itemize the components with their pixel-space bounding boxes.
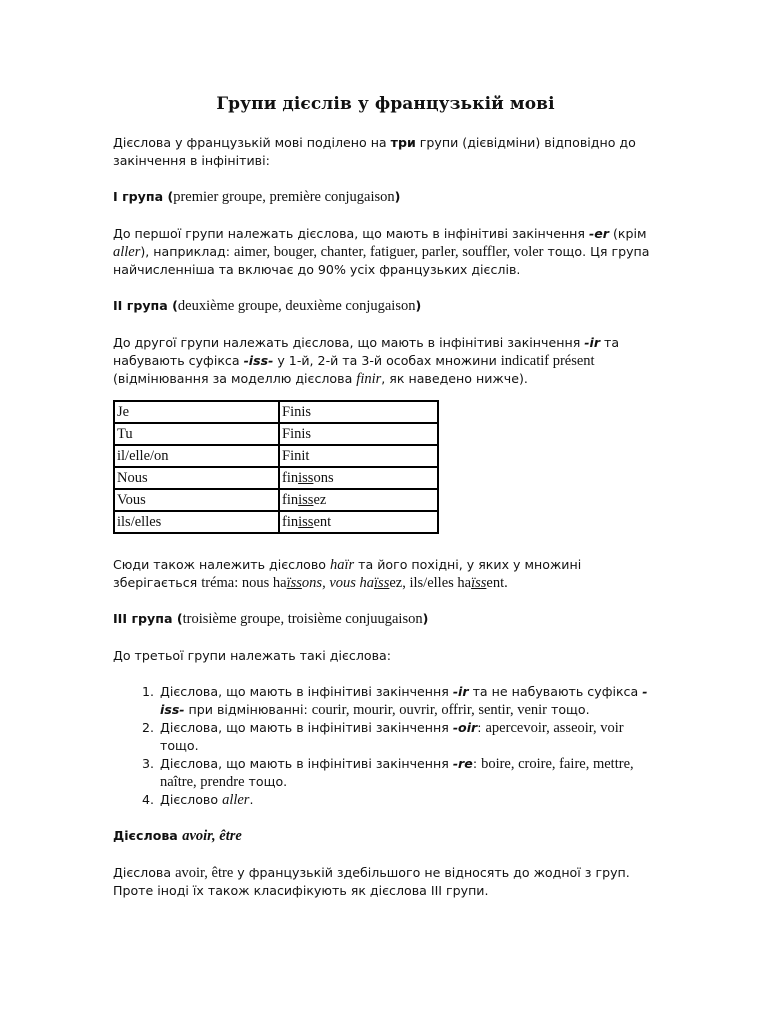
group3-paren-close: ) xyxy=(422,611,429,626)
table-cell-pronoun: ils/elles xyxy=(114,511,279,533)
group1-heading-fr: premier groupe, première conjugaison xyxy=(173,189,395,205)
item-examples: courir, mourir, ouvrir, offrir, sentir, venir xyxy=(311,702,548,718)
form-ending: ons xyxy=(313,470,334,486)
item-text: Дієслово xyxy=(160,792,223,807)
table-cell-pronoun: Tu xyxy=(114,423,279,445)
group3-heading xyxy=(113,610,658,629)
group1-text2: (крім xyxy=(608,226,647,241)
avoir-etre-heading-label: Дієслова xyxy=(113,828,183,843)
item-ending: -oir xyxy=(452,720,478,735)
avoir-etre-heading xyxy=(113,827,658,846)
table-cell-form xyxy=(279,445,438,467)
trema-iss-1: ïss xyxy=(286,575,302,591)
group3-list xyxy=(113,683,658,809)
table-cell-form xyxy=(279,489,438,511)
finir-conjugation-table xyxy=(113,400,439,534)
form-stem: fin xyxy=(282,514,299,530)
form-stem: Finis xyxy=(282,404,312,420)
group1-text4: тощо. Ця група найчисленніша та включає до 90% усіх французьких дієслів. xyxy=(113,244,650,277)
group2-text3: у 1-й, 2-й та 3-й особах множини xyxy=(273,353,501,368)
group1-ending: -er xyxy=(589,226,609,241)
table-cell-form xyxy=(279,467,438,489)
table-cell-pronoun: Je xyxy=(114,401,279,423)
form-stem: Finit xyxy=(282,448,310,464)
group2-mood: indicatif présent xyxy=(500,353,595,369)
avoir-etre-text2: у французькій здебільшого не відносять до жодної з груп. Проте іноді їх також класифікують як дієслова III групи. xyxy=(113,865,630,898)
group2-paren-close: ) xyxy=(415,298,422,313)
hair-paragraph xyxy=(113,556,658,592)
item-text: Дієслова, що мають в інфінітиві закінчення xyxy=(160,756,453,771)
form-iss: iss xyxy=(298,470,314,486)
table-cell-form xyxy=(279,401,438,423)
trema-iss-2: ïss xyxy=(374,575,390,591)
trema-examples xyxy=(201,575,508,591)
intro-text: Дієслова у французькій мові поділено на xyxy=(113,135,391,150)
form-ending: ez xyxy=(313,492,327,508)
trema-t4: ent. xyxy=(486,575,508,591)
group2-heading-fr: deuxième groupe, deuxième conjugaison xyxy=(177,298,416,314)
group1-except: aller xyxy=(113,244,141,260)
form-stem: Finis xyxy=(282,426,312,442)
form-iss: iss xyxy=(298,514,314,530)
group1-paren-open: ( xyxy=(163,189,174,204)
trema-iss-3: ïss xyxy=(471,575,487,591)
group2-ending: -ir xyxy=(584,335,601,350)
intro-paragraph xyxy=(113,134,658,170)
table-cell-form xyxy=(279,423,438,445)
intro-text-end: групи (дієвідміни) відповідно до закінчення в інфінітиві: xyxy=(113,135,636,168)
group3-paren-open: ( xyxy=(172,611,183,626)
table-cell-pronoun: Vous xyxy=(114,489,279,511)
trema-t3: ez, ils/elles ha xyxy=(389,575,472,591)
item-text: тощо. xyxy=(547,702,590,717)
hair-text2: та його похідні, у яких у множині зберігається xyxy=(113,557,582,590)
item-verb: aller xyxy=(222,792,250,808)
group3-heading-label: III група xyxy=(113,611,173,626)
group2-text4: (відмінювання за моделлю дієслова xyxy=(113,371,357,386)
group2-text2: та набувають суфікса xyxy=(113,335,620,368)
group1-heading xyxy=(113,188,658,207)
list-item xyxy=(158,719,658,755)
item-ending: -re xyxy=(452,756,473,771)
group2-text1: До другої групи належать дієслова, що мають в інфінітиві закінчення xyxy=(113,335,585,350)
avoir-etre-paragraph xyxy=(113,864,658,900)
item-text: Дієслова, що мають в інфінітиві закінчення xyxy=(160,720,453,735)
table-row xyxy=(114,489,438,511)
document-page xyxy=(113,92,658,918)
item-examples: boire, croire, faire, mettre, naître, prendre xyxy=(160,756,634,790)
table-cell-pronoun: Nous xyxy=(114,467,279,489)
table-cell-pronoun: il/elle/on xyxy=(114,445,279,467)
item-text: тощо. xyxy=(160,738,199,753)
group2-text5: , як наведено нижче). xyxy=(381,371,528,386)
table-row xyxy=(114,401,438,423)
group2-heading-label: II група xyxy=(113,298,168,313)
form-stem: fin xyxy=(282,470,299,486)
group2-suffix: -iss- xyxy=(243,353,274,368)
list-item xyxy=(158,755,658,791)
item-suffix: -iss- xyxy=(160,684,648,717)
hair-verb: haïr xyxy=(329,557,355,573)
table-row xyxy=(114,511,438,533)
group1-text1: До першої групи належать дієслова, що мають в інфінітиві закінчення xyxy=(113,226,589,241)
avoir-etre-text1: Дієслова xyxy=(113,865,176,880)
group2-heading xyxy=(113,297,658,316)
list-item xyxy=(158,791,658,809)
group2-paren-open: ( xyxy=(167,298,178,313)
group3-heading-fr: troisième groupe, troisième conjuugaison xyxy=(182,611,423,627)
group1-text3: ), наприклад: xyxy=(140,244,235,259)
item-text: : xyxy=(477,720,486,735)
list-item xyxy=(158,683,658,719)
item-text: при відмінюванні: xyxy=(184,702,312,717)
avoir-etre-heading-verbs: avoir, être xyxy=(182,828,242,844)
item-text: : xyxy=(472,756,482,771)
form-iss: iss xyxy=(298,492,314,508)
item-text: Дієслова, що мають в інфінітиві закінчення xyxy=(160,684,453,699)
item-text: та не набувають суфікса xyxy=(468,684,643,699)
avoir-etre-verbs: avoir, être xyxy=(175,865,234,881)
group1-paragraph xyxy=(113,225,658,279)
item-ending: -ir xyxy=(452,684,469,699)
group1-examples: aimer, bouger, chanter, fatiguer, parler, souffler, voler xyxy=(234,244,544,260)
document-title: Групи дієслів у французькій мові xyxy=(216,94,555,114)
trema-t1: tréma: nous ha xyxy=(201,575,287,591)
group1-heading-label: I група xyxy=(113,189,164,204)
table-cell-form xyxy=(279,511,438,533)
table-row xyxy=(114,423,438,445)
item-text: тощо. xyxy=(244,774,288,789)
trema-t2: ons, vous ha xyxy=(301,575,375,591)
item-examples: apercevoir, asseoir, voir xyxy=(485,720,624,736)
table-row xyxy=(114,467,438,489)
form-stem: fin xyxy=(282,492,299,508)
form-ending: ent xyxy=(313,514,332,530)
intro-bold-three: три xyxy=(390,135,416,150)
item-text: . xyxy=(249,792,254,807)
group1-paren-close: ) xyxy=(394,189,401,204)
table-row xyxy=(114,445,438,467)
hair-text1: Сюди також належить дієслово xyxy=(113,557,330,572)
group2-paragraph xyxy=(113,334,658,388)
group2-model: finir xyxy=(356,371,382,387)
group3-intro: До третьої групи належать такі дієслова: xyxy=(113,648,391,663)
